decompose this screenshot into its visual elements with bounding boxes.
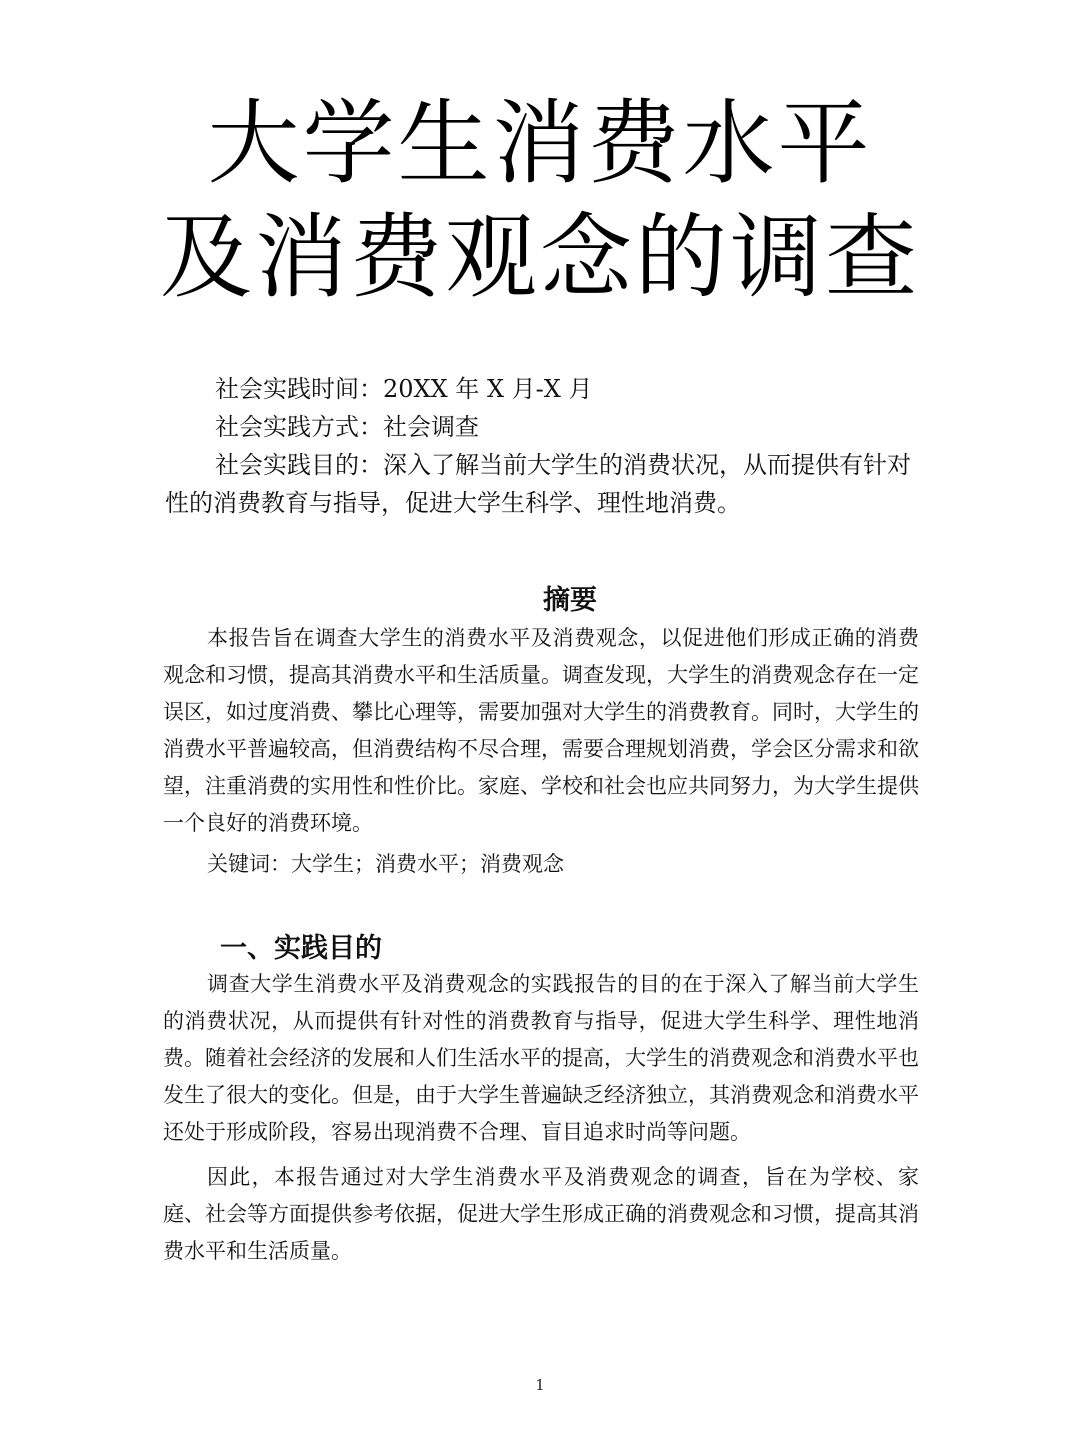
abstract-keywords: 关键词：大学生；消费水平；消费观念 <box>207 852 564 876</box>
practice-purpose: 社会实践目的：深入了解当前大学生的消费状况，从而提供有针对性的消费教育与指导，促进大学生科学、理性地消费。 <box>165 451 911 517</box>
abstract-body: 本报告旨在调查大学生的消费水平及消费观念，以促进他们形成正确的消费观念和习惯，提高其消费水平和生活质量。调查发现，大学生的消费观念存在一定误区，如过度消费、攀比心理等，需要加强对大学生的消费教育。同时，大学生的消费水平普遍较高，但消费结构不尽合理，需要合理规划消费，学会区分需求和欲望，注重消费的实用性和性价比。家庭、学校和社会也应共同努力，为大学生提供一个良好的消费环境。 <box>163 626 919 835</box>
section-practice-purpose-body <box>163 966 919 1270</box>
practice-info <box>165 370 925 522</box>
practice-method: 社会实践方式：社会调查 <box>215 413 479 441</box>
section-paragraph-2: 因此，本报告通过对大学生消费水平及消费观念的调查，旨在为学校、家庭、社会等方面提供参考依据，促进大学生形成正确的消费观念和习惯，提高其消费水平和生活质量。 <box>163 1165 919 1263</box>
document-title-line-1: 大学生消费水平 <box>207 90 873 197</box>
practice-time: 社会实践时间：20XX 年 X 月-X 月 <box>215 375 593 403</box>
section-paragraph-1: 调查大学生消费水平及消费观念的实践报告的目的在于深入了解当前大学生的消费状况，从而提供有针对性的消费教育与指导，促进大学生科学、理性地消费。随着社会经济的发展和人们生活水平的提高，大学生的消费观念和消费水平也发生了很大的变化。但是，由于大学生普遍缺乏经济独立，其消费观念和消费水平还处于形成阶段，容易出现消费不合理、盲目追求时尚等问题。 <box>163 972 919 1144</box>
abstract-heading: 摘要 <box>543 585 597 616</box>
abstract-section <box>163 620 919 883</box>
section-heading-practice-purpose: 一、实践目的 <box>220 933 382 964</box>
document-title-line-2: 及消费观念的调查 <box>159 204 920 311</box>
page-number: 1 <box>535 1376 545 1394</box>
